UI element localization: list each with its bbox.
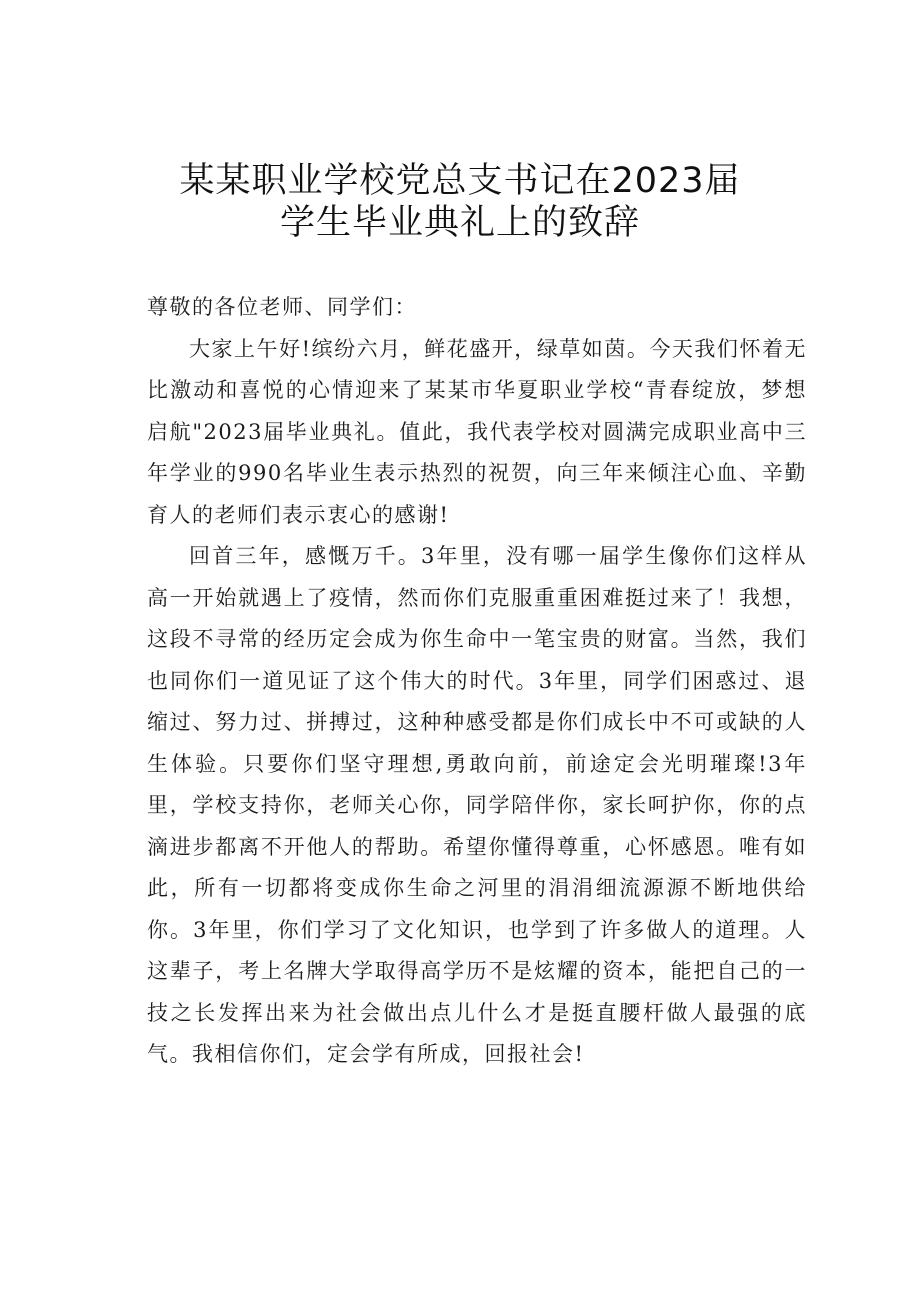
- document-body: [147, 287, 807, 1076]
- paragraph-greeting: 大家上午好!缤纷六月，鲜花盛开，绿草如茵。今天我们怀着无比激动和喜悦的心情迎来了某某市华夏职业学校“青春绽放，梦想启航"2023届毕业典礼。值此，我代表学校对圆满完成职业高中三年学业的990名毕业生表示热烈的祝贺，向三年来倾注心血、辛勤育人的老师们表示衷心的感谢!: [147, 336, 807, 527]
- title-line-1: 某某职业学校党总支书记在2023届: [179, 161, 741, 201]
- document-title: [0, 160, 920, 244]
- title-line-2: 学生毕业典礼上的致辞: [279, 203, 640, 243]
- salutation: 尊敬的各位老师、同学们：: [147, 295, 417, 319]
- paragraph-reflection: 回首三年，感慨万千。3年里，没有哪一届学生像你们这样从高一开始就遇上了疫情，然而你们克服重重困难挺过来了！我想，这段不寻常的经历定会成为你生命中一笔宝贵的财富。当然，我们也同你们一道见证了这个伟大的时代。3年里，同学们困惑过、退缩过、努力过、拼搏过，这种种感受都是你们成长中不可或缺的人生体验。只要你们坚守理想,勇敢向前，前途定会光明璀璨!3年里，学校支持你，老师关心你，同学陪伴你，家长呵护你，你的点滴进步都离不开他人的帮助。希望你懂得尊重，心怀感恩。唯有如此，所有一切都将变成你生命之河里的涓涓细流源源不断地供给你。3年里，你们学习了文化知识，也学到了许多做人的道理。人这辈子，考上名牌大学取得高学历不是炫耀的资本，能把自己的一技之长发挥出来为社会做出点儿什么才是挺直腰杆做人最强的底气。我相信你们，定会学有所成，回报社会!: [147, 544, 807, 1066]
